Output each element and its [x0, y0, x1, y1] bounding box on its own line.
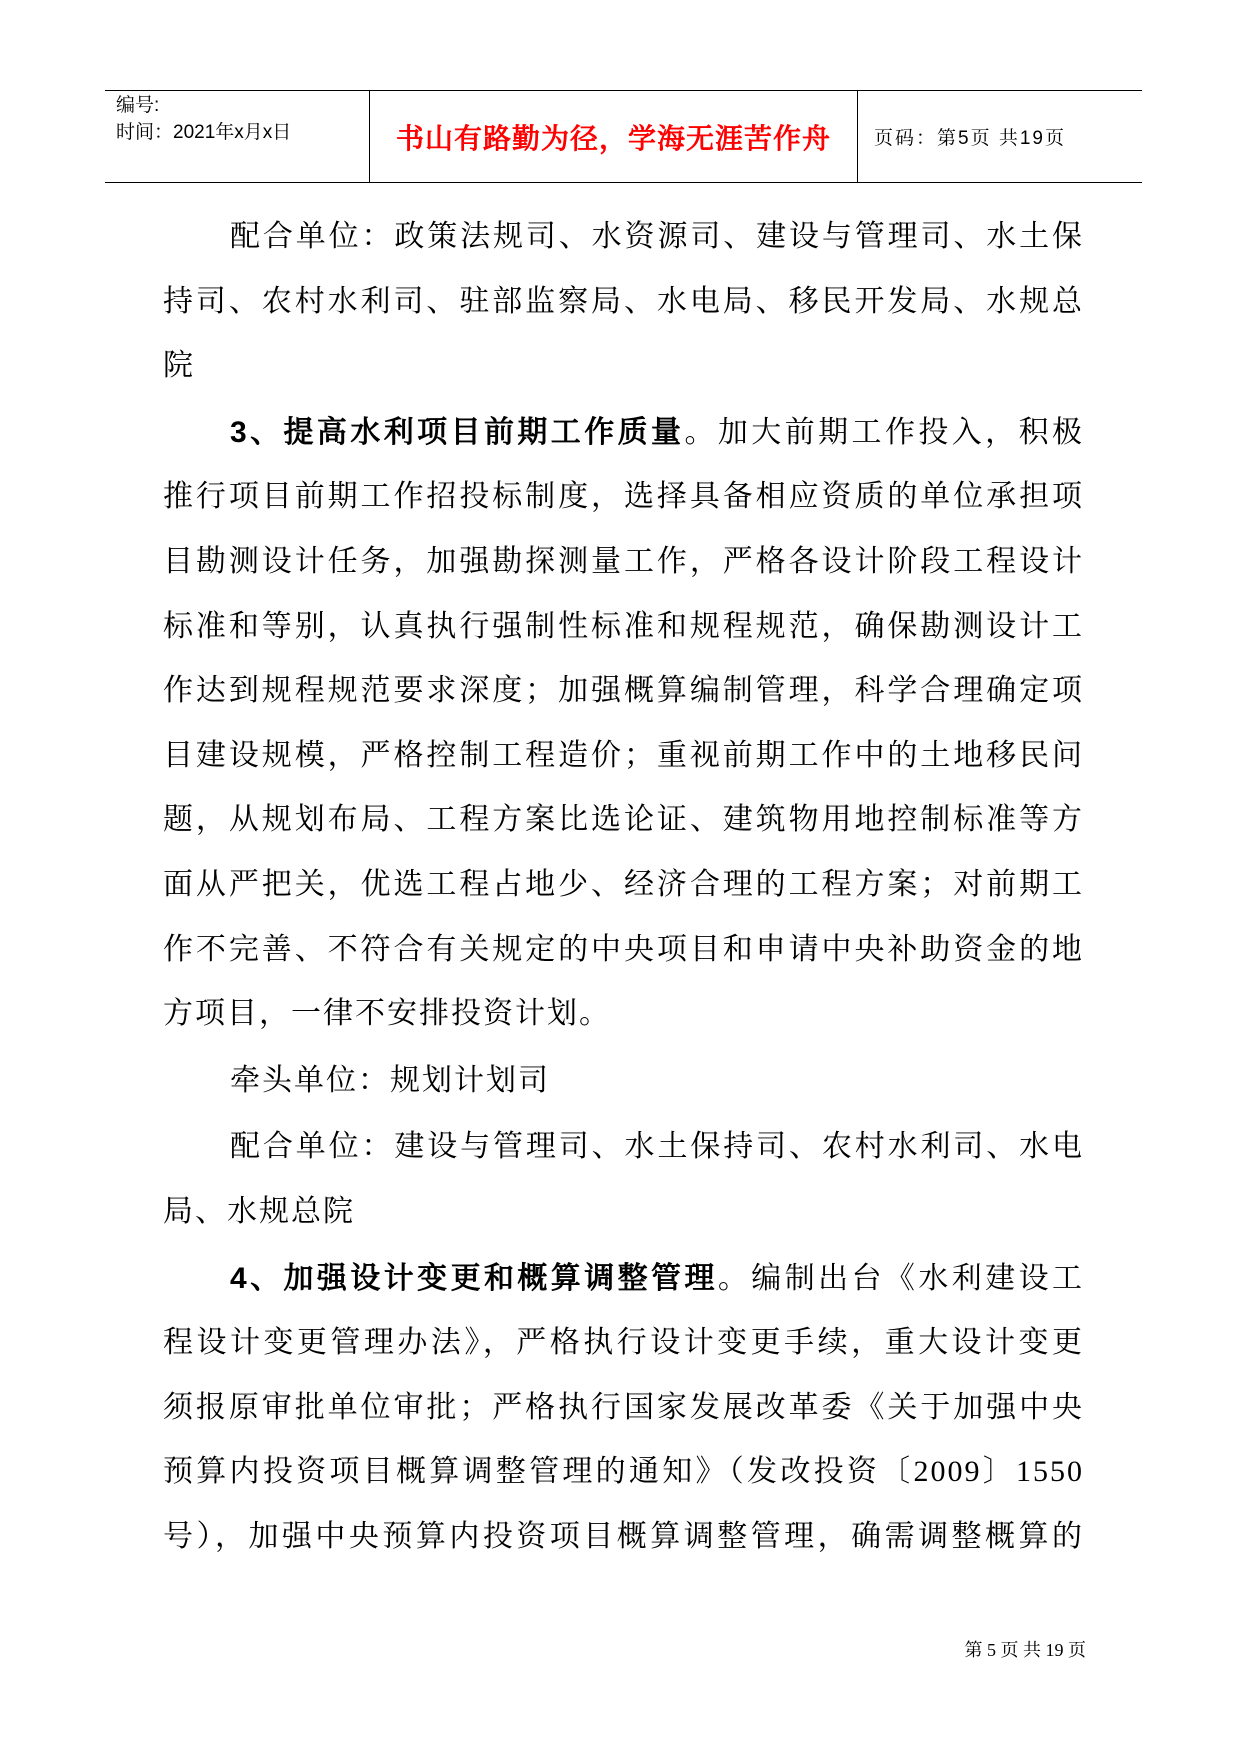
- serial-number-label: 编号:: [116, 95, 160, 116]
- body-text: [163, 205, 1084, 1569]
- header-left-cell: [105, 91, 369, 182]
- body-line: 推行项目前期工作招投标制度，选择具备相应资质的单位承担项: [163, 480, 1084, 514]
- body-line: 预算内投资项目概算调整管理的通知》（发改投资〔2009〕1550: [163, 1455, 1084, 1489]
- body-line: 目勘测设计任务，加强勘探测量工作，严格各设计阶段工程设计: [163, 544, 1084, 578]
- body-line: 须报原审批单位审批；严格执行国家发展改革委《关于加强中央: [163, 1390, 1084, 1424]
- body-line: 院: [163, 349, 195, 383]
- body-line-text: 。编制出台《水利建设工: [717, 1261, 1084, 1295]
- body-line: 作不完善、不符合有关规定的中央项目和申请中央补助资金的地: [163, 932, 1084, 966]
- body-line: 目建设规模，严格控制工程造价；重视前期工作中的土地移民问: [163, 738, 1084, 772]
- body-line: 面从严把关，优选工程占地少、经济合理的工程方案；对前期工: [163, 867, 1084, 901]
- header-right-cell: [858, 91, 1142, 182]
- paragraph-lead-unit: [163, 1049, 1084, 1114]
- body-line: 配合单位：政策法规司、水资源司、建设与管理司、水土保: [230, 220, 1084, 253]
- header-middle-cell: [369, 91, 858, 182]
- body-line: 方项目，一律不安排投资计划。: [163, 997, 611, 1031]
- page-code-label: 页码：第5页 共19页: [874, 128, 1066, 149]
- header-motto: 书山有路勤为径，学海无涯苦作舟: [395, 123, 831, 155]
- paragraph-cooperating-units-1: [163, 205, 1084, 399]
- body-line: 配合单位：建设与管理司、水土保持司、农村水利司、水电: [230, 1130, 1084, 1164]
- body-line: 牵头单位：规划计划司: [230, 1063, 550, 1097]
- body-line-text: 。加大前期工作投入，积极: [684, 415, 1084, 449]
- body-line: 题，从规划布局、工程方案比选论证、建筑物用地控制标准等方: [163, 803, 1084, 837]
- paragraph-section-3: [163, 401, 1084, 1047]
- body-line: 作达到规程规范要求深度；加强概算编制管理，科学合理确定项: [163, 674, 1084, 708]
- body-line: 持司、农村水利司、驻部监察局、水电局、移民开发局、水规总: [163, 284, 1084, 318]
- body-line: [163, 1247, 1084, 1312]
- body-line: [163, 401, 1084, 466]
- date-label: 时间：2021年x月x日: [116, 122, 292, 143]
- section-heading: 4、加强设计变更和概算调整管理: [230, 1261, 718, 1295]
- section-heading: 3、提高水利项目前期工作质量: [230, 415, 685, 449]
- paragraph-cooperating-units-2: [163, 1115, 1084, 1244]
- body-line: 号），加强中央预算内投资项目概算调整管理，确需调整概算的: [163, 1519, 1084, 1553]
- body-line: 程设计变更管理办法》，严格执行设计变更手续，重大设计变更: [163, 1326, 1084, 1360]
- body-line: 局、水规总院: [163, 1194, 355, 1228]
- paragraph-section-4: [163, 1247, 1084, 1570]
- page-footer: [965, 1638, 1087, 1662]
- page-number: 第 5 页 共 19 页: [964, 1640, 1086, 1660]
- header-table: [105, 90, 1142, 183]
- body-line: 标准和等别，认真执行强制性标准和规程规范，确保勘测设计工: [163, 609, 1084, 643]
